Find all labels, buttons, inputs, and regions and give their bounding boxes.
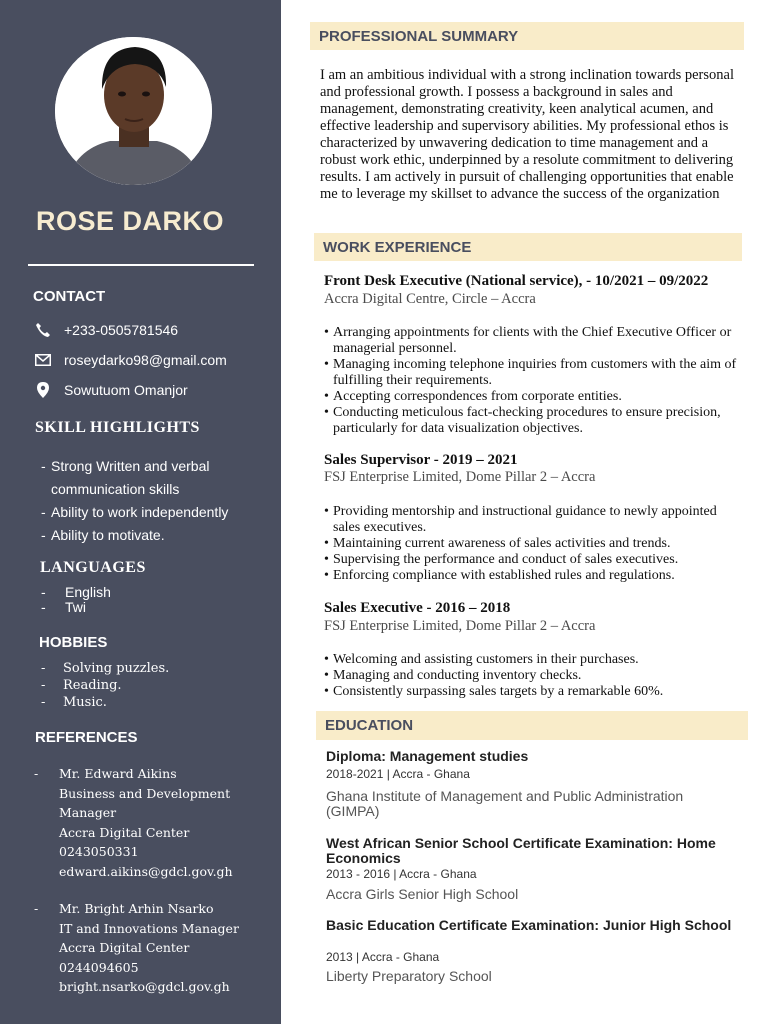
skills-heading: SKILL HIGHLIGHTS <box>35 419 200 436</box>
list-item: - English <box>41 584 111 600</box>
list-item: • Managing incoming telephone inquiries from customers with the aim of fulfilling their requirements. <box>324 357 737 388</box>
hobbies-heading: HOBBIES <box>39 634 108 651</box>
reference-email: edward.aikins@gdcl.gov.gh <box>59 863 233 879</box>
candidate-name: ROSE DARKO <box>36 206 225 236</box>
education-dates: 2013 | Accra - Ghana <box>326 950 440 964</box>
reference-name: Mr. Bright Arhin Nsarko <box>59 901 214 916</box>
phone-icon <box>34 321 52 339</box>
education-dates: 2018-2021 | Accra - Ghana <box>326 767 470 781</box>
job-title: Front Desk Executive (National service), - 10/2021 – 09/2022 <box>324 273 709 289</box>
reference-title: Business and Development Manager <box>59 785 231 820</box>
sidebar <box>0 0 281 1024</box>
list-item: • Arranging appointments for clients with the Chief Executive Officer or managerial personnel. <box>324 325 732 356</box>
contact-phone <box>34 321 178 339</box>
education-degree: Basic Education Certificate Examination: Junior High School <box>326 917 732 933</box>
education-school: Ghana Institute of Management and Public Administration (GIMPA) <box>326 788 684 819</box>
list-item: • Maintaining current awareness of sales activities and trends. <box>324 536 671 551</box>
education-dates: 2013 - 2016 | Accra - Ghana <box>326 867 477 881</box>
reference-item: - Mr. Bright Arhin Nsarko IT and Innovations Manager Accra Digital Center 0244094605 bright.nsarko@gdcl.gov.gh <box>34 899 274 997</box>
job-duties <box>324 325 739 437</box>
job-duties <box>324 504 739 584</box>
summary-heading: PROFESSIONAL SUMMARY <box>310 22 744 50</box>
reference-org: Accra Digital Center <box>59 940 190 955</box>
job-employer: Accra Digital Centre, Circle – Accra <box>324 291 536 307</box>
location-text: Sowutuom Omanjor <box>64 382 188 398</box>
list-item: - Strong Written and verbal communication skills <box>41 458 210 497</box>
phone-number: +233-0505781546 <box>64 322 179 338</box>
job-employer: FSJ Enterprise Limited, Dome Pillar 2 – Accra <box>324 469 596 485</box>
location-pin-icon <box>34 381 52 399</box>
education-school: Liberty Preparatory School <box>326 968 492 984</box>
summary-text: I am an ambitious individual with a strong inclination towards personal and professional growth. I possess a background in sales and management, demonstrating creativity, keen analytical acumen, and effective leadership and supervisory abilities. My professional ethos is characterized by unwavering dedication to time management and a robust work ethic, underpinned by a resolute commitment to delivering results. I am actively in pursuit of challenging opportunities that enable me to leverage my skillset to advance the success of the organization <box>320 67 734 202</box>
list-item: - Ability to motivate. <box>41 527 165 543</box>
education-school: Accra Girls Senior High School <box>326 886 519 902</box>
list-item: - Solving puzzles. <box>41 661 170 676</box>
list-item: • Consistently surpassing sales targets by a remarkable 60%. <box>324 684 664 699</box>
job-title: Sales Executive - 2016 – 2018 <box>324 600 511 616</box>
job-duties <box>324 652 739 700</box>
reference-email: bright.nsarko@gdcl.gov.gh <box>59 979 230 994</box>
email-address: roseydarko98@gmail.com <box>64 352 227 368</box>
contact-heading: CONTACT <box>33 288 106 305</box>
list-item: - Reading. <box>41 678 122 693</box>
list-item: • Accepting correspondences from corporate entities. <box>324 389 622 404</box>
list-item: - Music. <box>41 695 107 710</box>
list-item: - Ability to work independently <box>41 504 229 520</box>
list-item: • Managing and conducting inventory checks. <box>324 668 582 683</box>
job-employer: FSJ Enterprise Limited, Dome Pillar 2 – Accra <box>324 618 596 634</box>
mail-icon <box>34 351 52 369</box>
education-heading: EDUCATION <box>316 711 748 740</box>
experience-heading: WORK EXPERIENCE <box>314 233 742 261</box>
job-title: Sales Supervisor - 2019 – 2021 <box>324 452 518 468</box>
education-degree: Diploma: Management studies <box>326 748 529 764</box>
contact-location <box>34 381 188 399</box>
references-heading: REFERENCES <box>35 729 138 746</box>
list-item: • Supervising the performance and conduct of sales executives. <box>324 552 679 567</box>
languages-heading: LANGUAGES <box>40 559 146 576</box>
languages-list <box>41 585 111 615</box>
hobbies-list <box>41 660 169 711</box>
list-item: • Welcoming and assisting customers in their purchases. <box>324 652 639 667</box>
list-item: - Twi <box>41 599 86 615</box>
list-item: • Conducting meticulous fact-checking procedures to ensure precision, particularly for data visualization objectives. <box>324 405 721 436</box>
skills-list <box>41 455 271 547</box>
reference-title: IT and Innovations Manager <box>59 920 239 936</box>
reference-item: - Mr. Edward Aikins Business and Development Manager Accra Digital Center 0243050331 edward.aikins@gdcl.gov.gh <box>34 764 274 881</box>
list-item: • Providing mentorship and instructional guidance to newly appointed sales executives. <box>324 504 717 535</box>
contact-email <box>34 351 227 369</box>
reference-org: Accra Digital Center <box>59 824 190 840</box>
profile-photo <box>55 37 212 185</box>
reference-phone: 0243050331 <box>59 844 139 859</box>
name-divider <box>28 264 254 266</box>
education-degree: West African Senior School Certificate Examination: Home Economics <box>326 835 716 866</box>
list-item: • Enforcing compliance with established rules and regulations. <box>324 568 675 583</box>
reference-phone: 0244094605 <box>59 959 139 975</box>
reference-name: Mr. Edward Aikins <box>59 766 177 781</box>
